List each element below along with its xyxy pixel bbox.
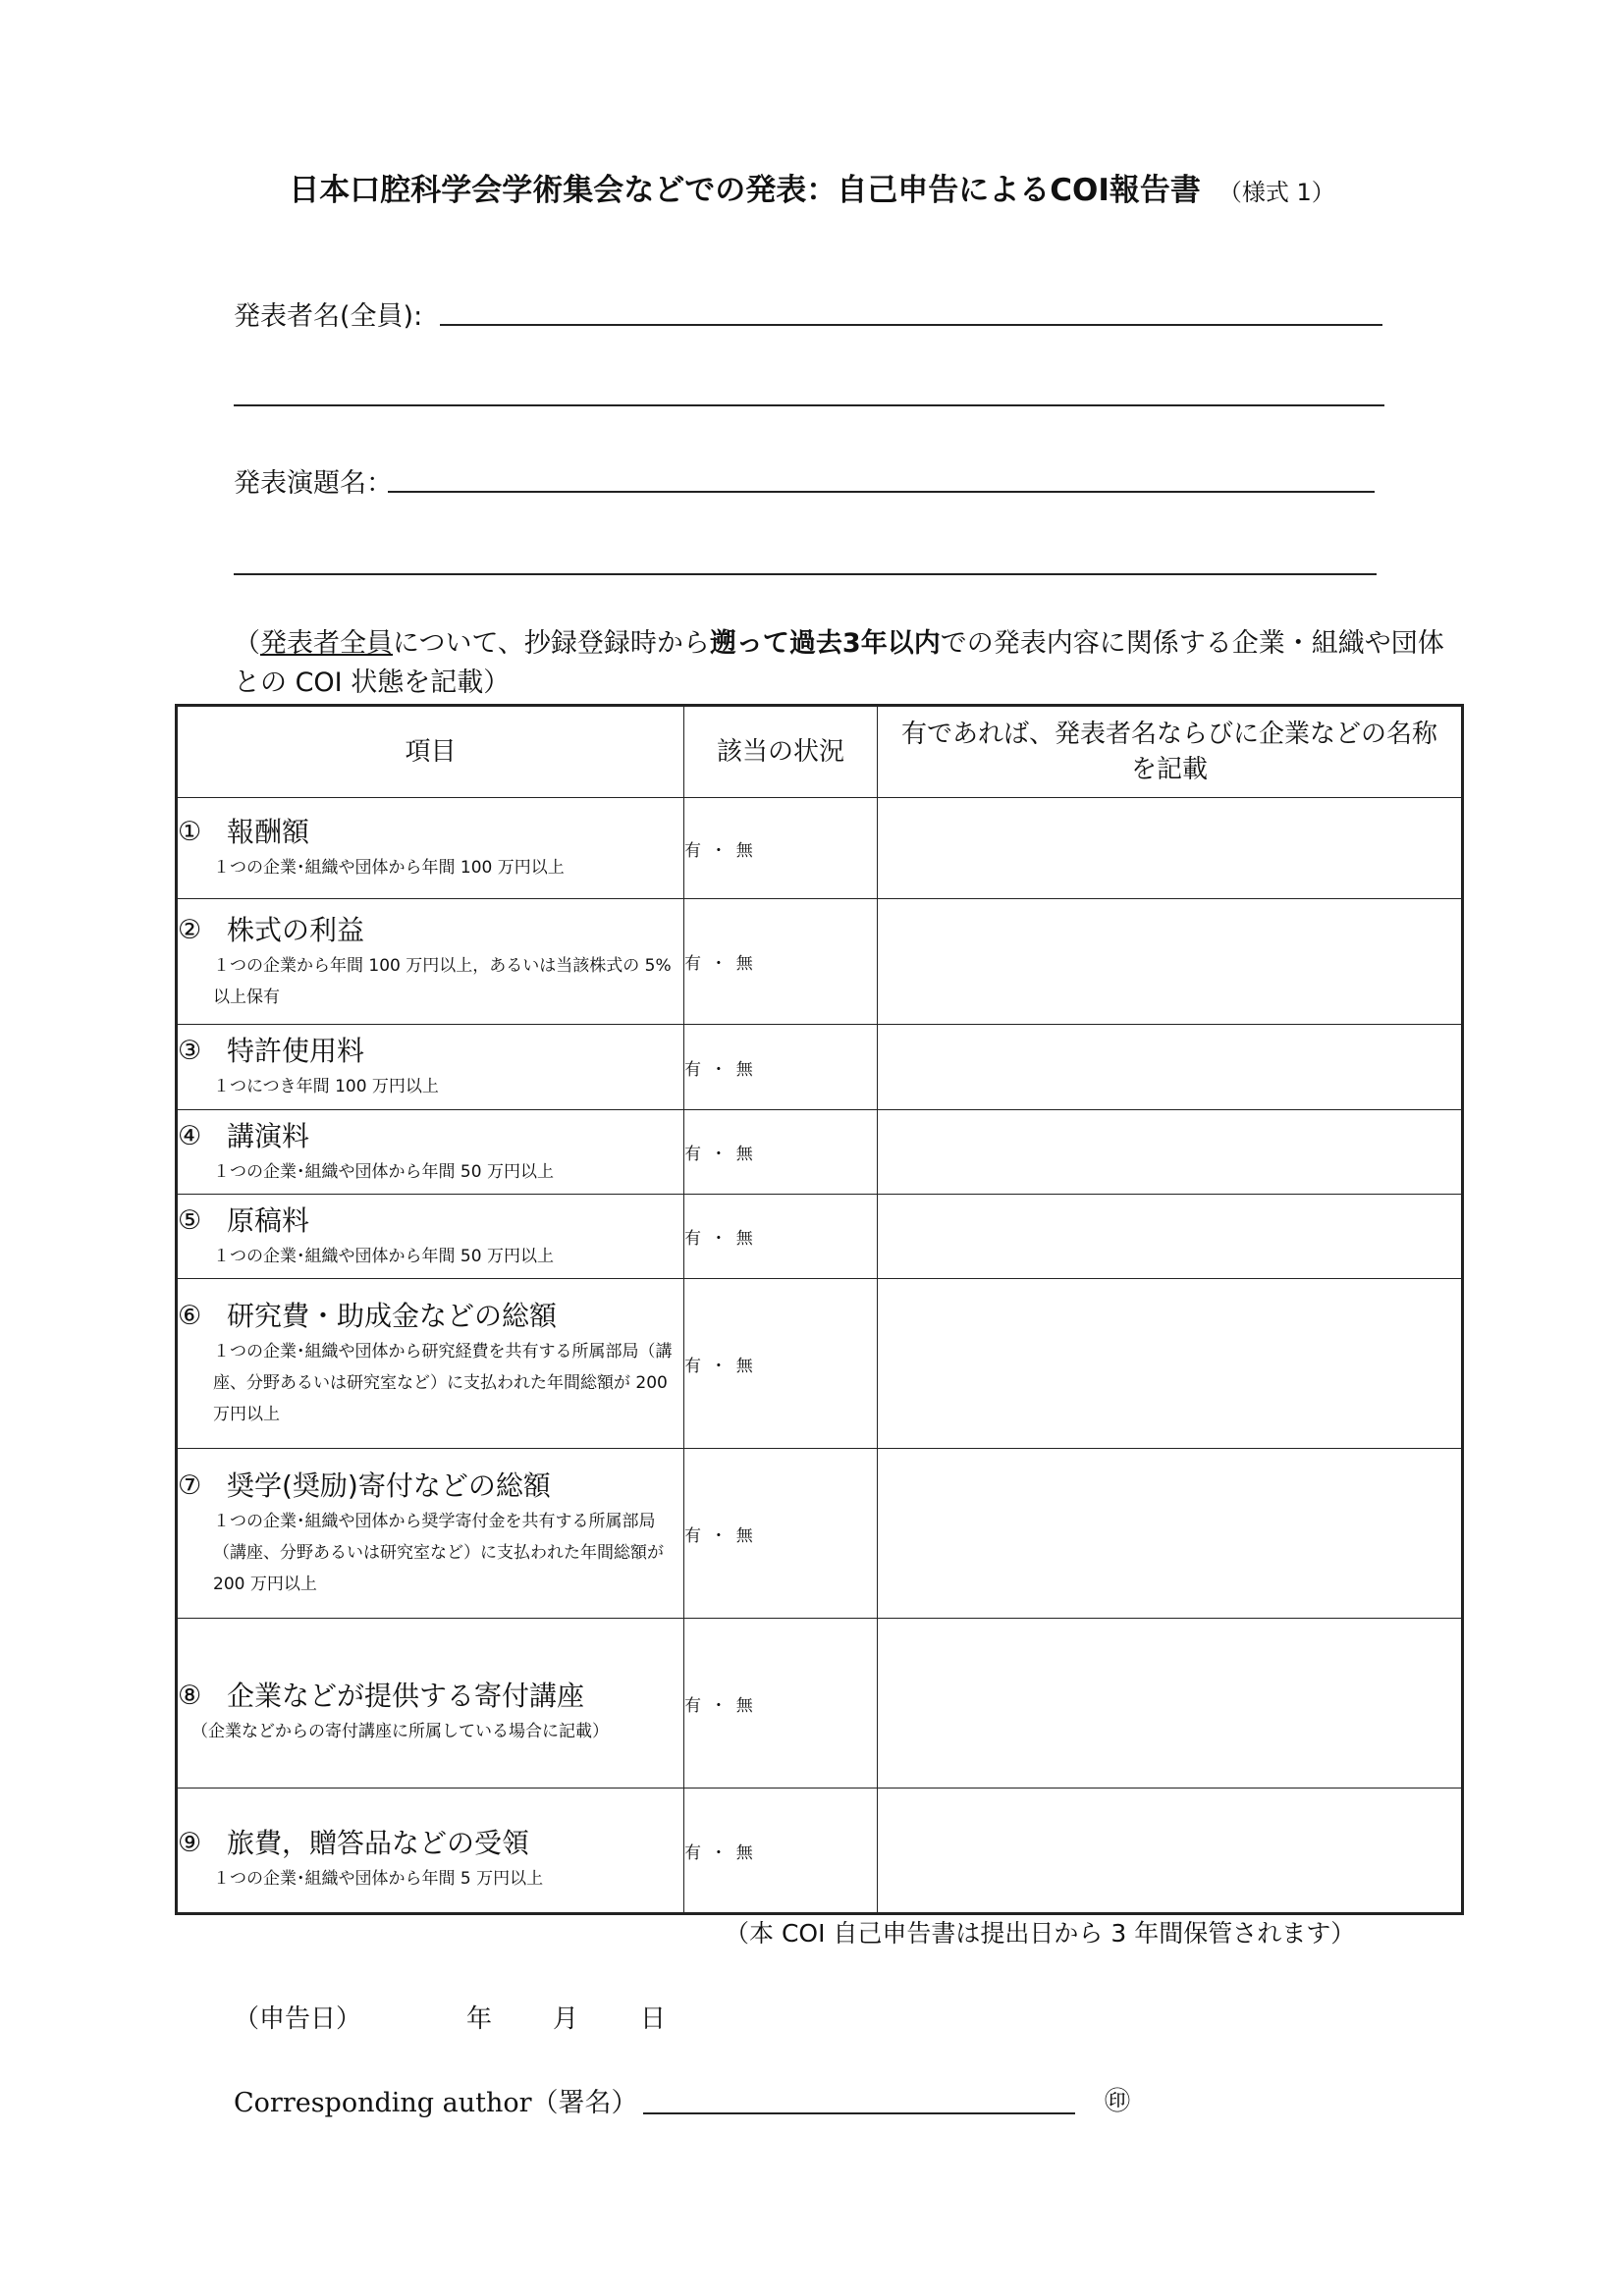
form-number: （様式 1） bbox=[1218, 179, 1335, 206]
item-label: 奨学(奨励)寄付などの総額 bbox=[227, 1469, 551, 1502]
signature-label: Corresponding author（署名） bbox=[234, 2088, 638, 2118]
item-label: 原稿料 bbox=[227, 1203, 310, 1237]
item-label: 研究費・助成金などの総額 bbox=[227, 1300, 558, 1332]
item-label: 株式の利益 bbox=[227, 913, 365, 946]
item-number: ⑦ bbox=[178, 1470, 202, 1501]
item-number: ⑧ bbox=[178, 1681, 202, 1711]
item-description: １つの企業･組織や団体から年間 50 万円以上 bbox=[213, 1161, 554, 1182]
date-label: （申告日） bbox=[234, 2004, 362, 2034]
presenters-label: 発表者名(全員): bbox=[234, 301, 423, 332]
status-choice[interactable]: 有 ・ 無 bbox=[684, 1025, 878, 1110]
header-item: 項目 bbox=[177, 706, 684, 798]
presentation-title-line-2[interactable] bbox=[234, 573, 1377, 575]
names-input-cell[interactable] bbox=[878, 1789, 1463, 1914]
page-title bbox=[0, 165, 1624, 209]
header-status: 該当の状況 bbox=[684, 706, 878, 798]
table-row bbox=[177, 1449, 1463, 1619]
item-cell bbox=[177, 1110, 684, 1195]
status-choice[interactable]: 有 ・ 無 bbox=[684, 1619, 878, 1789]
item-description: １つの企業･組織や団体から年間 50 万円以上 bbox=[213, 1246, 554, 1266]
retention-note: （本 COI 自己申告書は提出日から 3 年間保管されます） bbox=[725, 1919, 1356, 1948]
item-description: １つの企業から年間 100 万円以上，あるいは当該株式の 5%以上保有 bbox=[213, 955, 672, 1007]
table-row bbox=[177, 1279, 1463, 1449]
item-description: （企業などからの寄付講座に所属している場合に記載） bbox=[191, 1722, 609, 1741]
names-input-cell[interactable] bbox=[878, 1110, 1463, 1195]
item-number: ④ bbox=[178, 1120, 202, 1151]
item-cell bbox=[177, 1025, 684, 1110]
table-row bbox=[177, 1789, 1463, 1914]
instruction-open: （ bbox=[234, 628, 260, 659]
item-cell bbox=[177, 798, 684, 899]
instruction-part2: での発表内容に関係する企業・組織や団体との COI 状態を記載） bbox=[234, 628, 1444, 698]
presenters-input-line-2[interactable] bbox=[234, 404, 1384, 406]
item-cell bbox=[177, 1279, 684, 1449]
item-number: ② bbox=[178, 914, 202, 945]
presenters-input-line-1[interactable] bbox=[440, 324, 1382, 326]
item-number: ⑤ bbox=[178, 1204, 202, 1236]
status-choice[interactable]: 有 ・ 無 bbox=[684, 1449, 878, 1619]
names-input-cell[interactable] bbox=[878, 1025, 1463, 1110]
item-label: 特許使用料 bbox=[227, 1035, 365, 1067]
status-choice[interactable]: 有 ・ 無 bbox=[684, 1110, 878, 1195]
instruction-note bbox=[234, 624, 1451, 703]
coi-table bbox=[175, 704, 1464, 1915]
table-row bbox=[177, 798, 1463, 899]
title-text: 日本口腔科学会学術集会などでの発表：自己申告によるCOI報告書 bbox=[289, 173, 1201, 208]
seal-mark: ㊞ bbox=[1105, 2087, 1131, 2116]
item-cell bbox=[177, 1789, 684, 1914]
item-number: ③ bbox=[178, 1036, 202, 1066]
item-cell bbox=[177, 899, 684, 1025]
item-description: １つにつき年間 100 万円以上 bbox=[213, 1077, 439, 1096]
names-input-cell[interactable] bbox=[878, 1195, 1463, 1279]
item-label: 報酬額 bbox=[227, 816, 310, 848]
table-row bbox=[177, 1025, 1463, 1110]
signature-line[interactable] bbox=[643, 2112, 1075, 2114]
year-label: 年 bbox=[466, 2004, 493, 2034]
item-label: 旅費，贈答品などの受領 bbox=[227, 1827, 530, 1859]
item-description: １つの企業･組織や団体から年間 5 万円以上 bbox=[213, 1869, 544, 1889]
status-choice[interactable]: 有 ・ 無 bbox=[684, 899, 878, 1025]
item-cell bbox=[177, 1195, 684, 1279]
instruction-underlined: 発表者全員 bbox=[260, 628, 393, 659]
presentation-title-line-1[interactable] bbox=[388, 491, 1375, 493]
item-label: 企業などが提供する寄付講座 bbox=[227, 1680, 585, 1712]
presentation-title-label: 発表演題名： bbox=[234, 468, 393, 499]
table-row bbox=[177, 1110, 1463, 1195]
table-row bbox=[177, 899, 1463, 1025]
day-label: 日 bbox=[640, 2004, 667, 2034]
names-input-cell[interactable] bbox=[878, 899, 1463, 1025]
names-input-cell[interactable] bbox=[878, 1279, 1463, 1449]
item-label: 講演料 bbox=[227, 1119, 310, 1152]
table-row bbox=[177, 1619, 1463, 1789]
names-input-cell[interactable] bbox=[878, 1449, 1463, 1619]
item-cell bbox=[177, 1619, 684, 1789]
item-number: ① bbox=[178, 817, 202, 847]
names-input-cell[interactable] bbox=[878, 1619, 1463, 1789]
item-cell bbox=[177, 1449, 684, 1619]
instruction-part1: について、抄録登録時から bbox=[393, 628, 710, 659]
table-header-row bbox=[177, 706, 1463, 798]
instruction-bold: 遡って過去3年以内 bbox=[709, 628, 941, 659]
names-input-cell[interactable] bbox=[878, 798, 1463, 899]
declaration-date-row bbox=[234, 1999, 361, 2035]
month-label: 月 bbox=[553, 2004, 579, 2034]
status-choice[interactable]: 有 ・ 無 bbox=[684, 1279, 878, 1449]
item-description: １つの企業･組織や団体から奨学寄付金を共有する所属部局（講座、分野あるいは研究室など）に支払われた年間総額が 200 万円以上 bbox=[213, 1512, 664, 1594]
table-row bbox=[177, 1195, 1463, 1279]
item-number: ⑨ bbox=[178, 1828, 202, 1858]
header-names: 有であれば、発表者名ならびに企業などの名称を記載 bbox=[878, 706, 1463, 798]
status-choice[interactable]: 有 ・ 無 bbox=[684, 798, 878, 899]
status-choice[interactable]: 有 ・ 無 bbox=[684, 1195, 878, 1279]
item-number: ⑥ bbox=[178, 1301, 202, 1331]
status-choice[interactable]: 有 ・ 無 bbox=[684, 1789, 878, 1914]
item-description: １つの企業･組織や団体から年間 100 万円以上 bbox=[213, 858, 565, 878]
item-description: １つの企業･組織や団体から研究経費を共有する所属部局（講座、分野あるいは研究室など）に支払われた年間総額が 200 万円以上 bbox=[213, 1342, 673, 1424]
